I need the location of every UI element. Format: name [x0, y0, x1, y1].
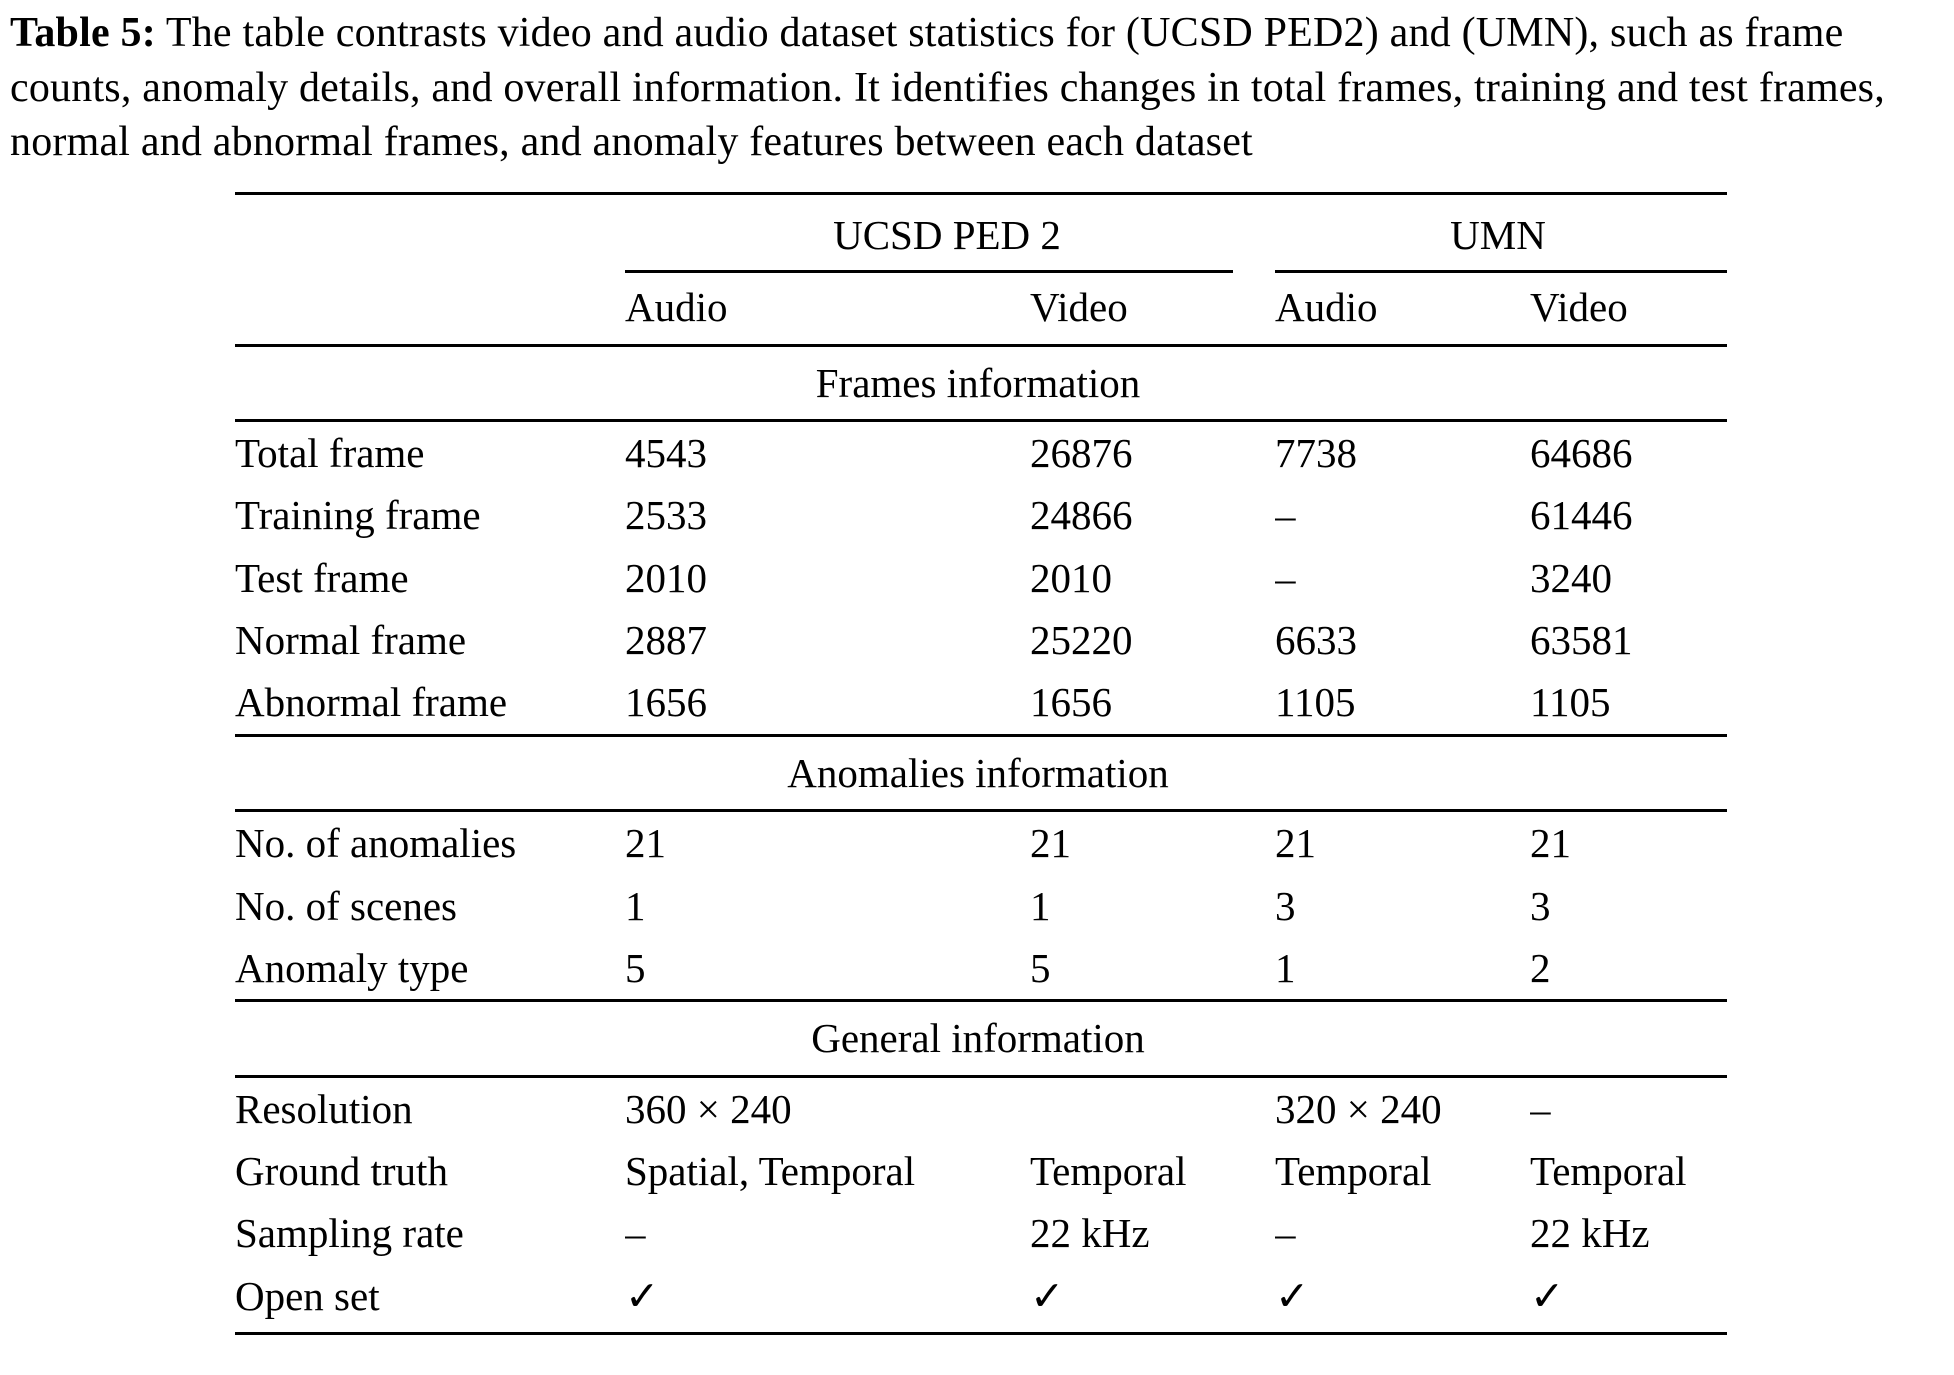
cell: – [1530, 1085, 1551, 1132]
table-row [235, 420, 1727, 484]
cell: 1 [625, 882, 646, 929]
table-row [235, 811, 1727, 875]
table-row [235, 1202, 1727, 1264]
cell: 1105 [1530, 679, 1611, 726]
table-row [235, 1140, 1727, 1202]
col-header-umn-video: Video [1530, 273, 1727, 345]
row-label: Open set [235, 1265, 625, 1334]
cell: 5 [1030, 944, 1051, 991]
cell: 3 [1275, 882, 1296, 929]
row-label: Normal frame [235, 617, 467, 664]
cell: 6633 [1275, 617, 1358, 664]
cell: Temporal [1530, 1148, 1687, 1195]
cell: 21 [625, 820, 666, 867]
cell: 3 [1530, 882, 1551, 929]
group-header-row [235, 193, 1727, 273]
cell: 1656 [1030, 679, 1112, 726]
cell: – [1275, 1210, 1296, 1257]
checkmark-icon: ✓ [1530, 1265, 1727, 1334]
cell: – [1275, 554, 1296, 601]
cell: 2887 [625, 617, 707, 664]
cell: 3240 [1530, 554, 1613, 601]
cell [1030, 1076, 1275, 1140]
cell: 21 [1530, 820, 1572, 867]
corner-cell [235, 193, 625, 273]
row-label: Total frame [235, 429, 425, 476]
row-label: No. of scenes [235, 882, 458, 929]
table-row [235, 484, 1727, 546]
cell: 64686 [1530, 429, 1633, 476]
table-caption [10, 6, 1944, 170]
table-row [235, 671, 1727, 735]
table-row [235, 609, 1727, 671]
col-header-umn-audio: Audio [1275, 273, 1530, 345]
section-title: General information [235, 1001, 1727, 1076]
table-row [235, 1265, 1727, 1334]
section-title: Frames information [235, 345, 1727, 420]
checkmark-icon: ✓ [1030, 1265, 1275, 1334]
dataset-stats-table [235, 192, 1727, 1335]
row-label: Abnormal frame [235, 679, 508, 726]
section-header-anomalies [235, 735, 1727, 810]
row-label: Anomaly type [235, 944, 469, 991]
cell: 61446 [1530, 492, 1633, 539]
row-label: Training frame [235, 492, 481, 539]
cell: 2010 [1030, 554, 1112, 601]
corner-cell [235, 273, 625, 345]
caption-text: The table contrasts video and audio dataset statistics for (UCSD PED2) and (UMN), such as frame counts, anomaly details, and overall information. It identifies changes in total frames, training and test frames, normal and abnormal frames, and anomaly features between each dataset [10, 10, 1885, 166]
cell: 21 [1030, 820, 1071, 867]
row-label: Resolution [235, 1085, 413, 1132]
cell: 360 × 240 [625, 1085, 792, 1132]
table-row [235, 937, 1727, 1001]
group-header-umn: UMN [1275, 193, 1727, 273]
cell: – [1275, 492, 1296, 539]
row-label: No. of anomalies [235, 820, 517, 867]
cell: 2 [1530, 944, 1551, 991]
cell: Temporal [1030, 1148, 1187, 1195]
cell: 2010 [625, 554, 707, 601]
table-row [235, 875, 1727, 937]
cell: 4543 [625, 429, 707, 476]
cell: 320 × 240 [1275, 1085, 1442, 1132]
row-label: Sampling rate [235, 1210, 464, 1257]
checkmark-icon: ✓ [1275, 1265, 1530, 1334]
cell: 24866 [1030, 492, 1133, 539]
sub-header-row [235, 273, 1727, 345]
cell: 1 [1275, 944, 1296, 991]
cell: 22 kHz [1530, 1210, 1650, 1257]
row-label: Test frame [235, 554, 409, 601]
row-label: Ground truth [235, 1148, 448, 1195]
cell: 7738 [1275, 429, 1358, 476]
section-header-frames [235, 345, 1727, 420]
cell: 1105 [1275, 679, 1356, 726]
cell: 1656 [625, 679, 707, 726]
cell: 21 [1275, 820, 1317, 867]
caption-label: Table 5: [10, 10, 156, 56]
cell: 5 [625, 944, 646, 991]
cell: 2533 [625, 492, 707, 539]
cell: Temporal [1275, 1148, 1432, 1195]
col-header-ped2-audio: Audio [625, 273, 1030, 345]
checkmark-icon: ✓ [625, 1265, 1030, 1334]
section-title: Anomalies information [235, 735, 1727, 810]
table-row [235, 1076, 1727, 1140]
table-row [235, 547, 1727, 609]
cell: 26876 [1030, 429, 1133, 476]
section-header-general [235, 1001, 1727, 1076]
cell: 25220 [1030, 617, 1133, 664]
cell: Spatial, Temporal [625, 1148, 916, 1195]
cell: 63581 [1530, 617, 1633, 664]
group-header-ucsd-ped2: UCSD PED 2 [625, 193, 1275, 273]
cell: – [625, 1210, 646, 1257]
col-header-ped2-video: Video [1030, 273, 1275, 345]
cell: 22 kHz [1030, 1210, 1150, 1257]
cell: 1 [1030, 882, 1051, 929]
